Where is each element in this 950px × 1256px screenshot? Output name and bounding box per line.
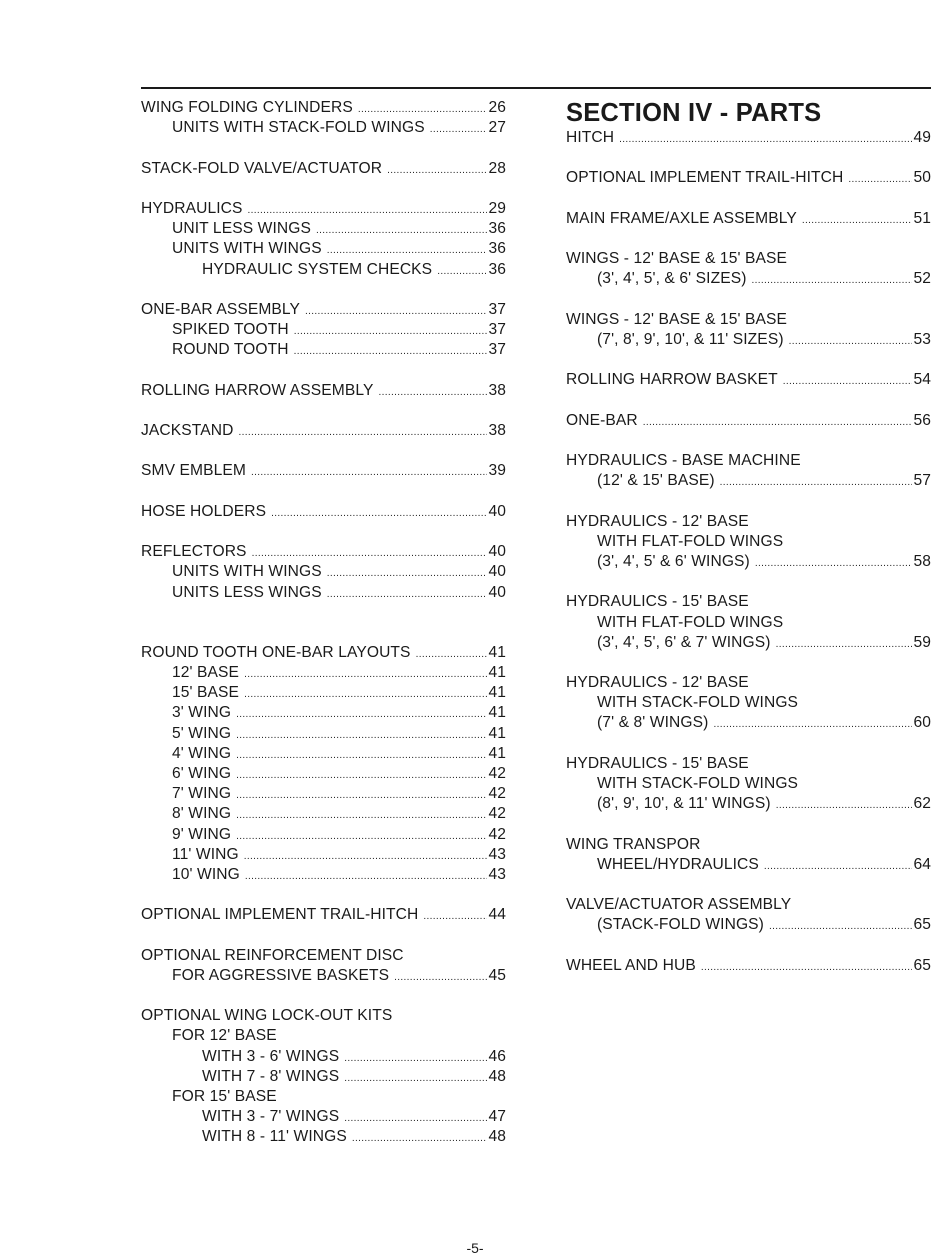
dot-leader <box>236 827 487 847</box>
dot-leader <box>327 585 488 605</box>
page-number: -5- <box>466 1240 484 1256</box>
toc-entry <box>141 502 506 522</box>
toc-entry <box>141 421 506 441</box>
toc-line-for-aggressive-baskets[interactable] <box>141 966 506 986</box>
dot-leader <box>358 100 488 120</box>
toc-title: 15' BASE <box>172 684 240 702</box>
toc-line-with-8-11-wings[interactable] <box>141 1127 506 1147</box>
toc-line-5-wing[interactable] <box>141 724 506 744</box>
dot-leader <box>423 907 487 927</box>
toc-page-number: 27 <box>488 119 506 137</box>
dot-leader <box>244 847 488 867</box>
toc-page-number: 38 <box>488 381 506 399</box>
toc-line-3-4-5-6-7-wings[interactable] <box>566 633 931 653</box>
toc-title: (3', 4', 5' & 6' WINGS) <box>597 552 750 570</box>
toc-page-number: 37 <box>488 321 506 339</box>
dot-leader <box>305 302 487 322</box>
toc-title: HYDRAULICS - 12' BASE <box>566 674 749 692</box>
toc-title: UNITS LESS WINGS <box>172 583 322 601</box>
dot-leader <box>245 867 488 887</box>
toc-line-wheel-hydraulics[interactable] <box>566 855 931 875</box>
toc-title: WITH FLAT-FOLD WINGS <box>597 613 784 631</box>
dot-leader <box>236 786 487 806</box>
dot-leader <box>294 322 488 342</box>
dot-leader <box>776 635 913 655</box>
toc-title: 10' WING <box>172 865 240 883</box>
dot-leader <box>619 130 912 150</box>
toc-line-hydraulics-12-base <box>566 673 931 693</box>
toc-page-number: 44 <box>488 906 506 924</box>
dot-leader <box>783 372 913 392</box>
section-title: SECTION IV - PARTS <box>566 99 822 127</box>
toc-title: OPTIONAL IMPLEMENT TRAIL-HITCH <box>141 906 419 924</box>
toc-page-number: 57 <box>913 472 931 490</box>
toc-title: 11' WING <box>172 845 239 863</box>
toc-title: MAIN FRAME/AXLE ASSEMBLY <box>566 209 797 227</box>
toc-title: 6' WING <box>172 765 232 782</box>
toc-line-one-bar[interactable] <box>566 411 931 431</box>
toc-title: UNIT LESS WINGS <box>172 220 311 238</box>
toc-title: FOR AGGRESSIVE BASKETS <box>172 966 390 984</box>
toc-line-hose-holders[interactable] <box>141 502 506 522</box>
toc-line-units-less-wings[interactable] <box>141 583 506 603</box>
toc-page-number: 42 <box>488 825 506 843</box>
dot-leader <box>236 726 487 746</box>
toc-right-column <box>566 98 931 996</box>
toc-line-with-stack-fold-wings <box>566 693 931 713</box>
dot-leader <box>713 715 912 735</box>
toc-line-6-wing[interactable] <box>141 764 506 784</box>
toc-entry <box>141 199 506 280</box>
toc-page-number: 36 <box>488 260 506 278</box>
toc-line-wings-12-base-15-base <box>566 249 931 269</box>
toc-line-hydraulics-base-machine <box>566 451 931 471</box>
toc-title: HITCH <box>566 129 615 146</box>
toc-page-number: 37 <box>488 300 506 318</box>
toc-page-number: 46 <box>488 1047 506 1065</box>
toc-title: 8' WING <box>172 805 232 823</box>
toc-title: WITH 7 - 8' WINGS <box>202 1067 340 1085</box>
toc-page-number: 41 <box>488 643 506 661</box>
toc-title: WITH 8 - 11' WINGS <box>202 1128 347 1146</box>
toc-title: WING TRANSPOR <box>566 835 701 853</box>
dot-leader <box>764 857 913 877</box>
toc-page-number: 36 <box>488 240 506 258</box>
dot-leader <box>344 1049 487 1069</box>
toc-title: SMV EMBLEM <box>141 462 246 480</box>
toc-line-11-wing[interactable] <box>141 845 506 865</box>
toc-line-optional-reinforcement-disc <box>141 946 506 966</box>
toc-page-number: 41 <box>488 744 506 762</box>
toc-line-rolling-harrow-assembly[interactable] <box>141 381 506 401</box>
dot-leader <box>701 958 913 978</box>
toc-page-number: 40 <box>488 543 506 561</box>
toc-page-number: 26 <box>488 99 506 116</box>
dot-leader <box>430 120 488 140</box>
toc-entry <box>566 209 931 229</box>
toc-title: JACKSTAND <box>141 422 234 439</box>
toc-line-7-8-9-10-11-sizes[interactable] <box>566 330 931 350</box>
toc-entry <box>141 300 506 361</box>
toc-page-number: 56 <box>913 411 931 429</box>
toc-line-smv-emblem[interactable] <box>141 461 506 481</box>
toc-entry <box>141 946 506 986</box>
toc-line-with-7-8-wings[interactable] <box>141 1067 506 1087</box>
toc-line-optional-implement-trail-hitch[interactable] <box>566 168 931 188</box>
toc-page-number: 58 <box>913 552 931 570</box>
toc-line-rolling-harrow-basket[interactable] <box>566 370 931 390</box>
toc-page-number: 42 <box>488 805 506 823</box>
dot-leader <box>344 1109 487 1129</box>
toc-page-number: 51 <box>913 209 931 227</box>
toc-page-number: 42 <box>488 785 506 803</box>
dot-leader <box>294 342 488 362</box>
toc-page-number: 64 <box>913 855 931 873</box>
toc-line-hydraulics-15-base <box>566 592 931 612</box>
dot-leader <box>387 161 487 181</box>
toc-line-hydraulics-15-base <box>566 754 931 774</box>
toc-line-wing-transpor <box>566 835 931 855</box>
toc-title: WITH FLAT-FOLD WINGS <box>597 532 784 550</box>
toc-title: REFLECTORS <box>141 543 247 561</box>
toc-line-7-8-wings[interactable] <box>566 713 931 733</box>
toc-page-number: 43 <box>488 845 506 863</box>
dot-leader <box>394 968 487 988</box>
dot-leader <box>379 383 488 403</box>
toc-page-number: 41 <box>488 704 506 722</box>
toc-entry <box>566 168 931 188</box>
toc-title: 5' WING <box>172 724 232 742</box>
dot-leader <box>244 665 487 685</box>
toc-title: WINGS - 12' BASE & 15' BASE <box>566 310 787 328</box>
toc-page-number: 45 <box>488 966 506 984</box>
toc-title: ROLLING HARROW BASKET <box>566 371 778 389</box>
toc-page-number: 38 <box>488 422 506 439</box>
toc-entry <box>141 461 506 481</box>
toc-page-number: 48 <box>488 1067 506 1085</box>
toc-entry <box>566 835 931 875</box>
toc-title: WITH 3 - 6' WINGS <box>202 1047 340 1065</box>
toc-entry <box>566 895 931 935</box>
toc-entry <box>141 159 506 179</box>
toc-page-number: 62 <box>913 795 931 813</box>
toc-line-hitch[interactable] <box>566 128 931 148</box>
toc-title: ONE-BAR ASSEMBLY <box>141 300 301 318</box>
toc-entry <box>141 905 506 925</box>
toc-line-with-flat-fold-wings <box>566 532 931 552</box>
toc-line-valve-actuator-assembly <box>566 895 931 915</box>
toc-title: OPTIONAL IMPLEMENT TRAIL-HITCH <box>566 169 844 187</box>
toc-line-8-wing[interactable] <box>141 804 506 824</box>
toc-line-hydraulics[interactable] <box>141 199 506 219</box>
toc-line-reflectors[interactable] <box>141 542 506 562</box>
toc-entry <box>566 128 931 148</box>
toc-title: SPIKED TOOTH <box>172 321 289 339</box>
toc-title: FOR 12' BASE <box>172 1027 277 1045</box>
toc-entry <box>141 643 506 885</box>
dot-leader <box>437 262 487 282</box>
toc-title: WITH STACK-FOLD WINGS <box>597 694 799 712</box>
toc-line-units-with-wings[interactable] <box>141 239 506 259</box>
dot-leader <box>789 332 913 352</box>
toc-title: HOSE HOLDERS <box>141 502 267 520</box>
dot-leader <box>352 1129 488 1149</box>
dot-leader <box>769 917 912 937</box>
toc-page-number: 49 <box>913 129 931 146</box>
toc-title: HYDRAULICS <box>141 199 243 217</box>
toc-line-optional-implement-trail-hitch[interactable] <box>141 905 506 925</box>
toc-page-number: 40 <box>488 563 506 581</box>
dot-leader <box>236 705 487 725</box>
toc-line-stack-fold-wings[interactable] <box>566 915 931 935</box>
toc-line-hydraulics-12-base <box>566 512 931 532</box>
toc-title: HYDRAULICS - 12' BASE <box>566 512 749 530</box>
dot-leader <box>316 221 487 241</box>
toc-line-12-15-base[interactable] <box>566 471 931 491</box>
toc-title: 12' BASE <box>172 664 240 682</box>
dot-leader <box>238 423 487 443</box>
toc-page-number: 36 <box>488 220 506 238</box>
toc-entry <box>566 592 931 653</box>
toc-page-number: 42 <box>488 765 506 782</box>
toc-page-number: 28 <box>488 159 506 177</box>
dot-leader <box>802 211 913 231</box>
dot-leader <box>244 685 487 705</box>
dot-leader <box>344 1069 487 1089</box>
toc-title: FOR 15' BASE <box>172 1088 277 1105</box>
toc-title: (7', 8', 9', 10', & 11' SIZES) <box>597 330 784 348</box>
toc-title: WITH 3 - 7' WINGS <box>202 1108 340 1126</box>
toc-title: (STACK-FOLD WINGS) <box>597 916 764 934</box>
toc-title: ONE-BAR <box>566 411 638 429</box>
toc-line-3-4-5-6-wings[interactable] <box>566 552 931 572</box>
toc-title: 4' WING <box>172 744 232 762</box>
toc-title: ROUND TOOTH ONE-BAR LAYOUTS <box>141 643 411 661</box>
toc-line-10-wing[interactable] <box>141 865 506 885</box>
dot-leader <box>752 271 913 291</box>
toc-entry <box>141 98 506 138</box>
toc-line-units-with-stack-fold-wings[interactable] <box>141 118 506 138</box>
toc-title: (3', 4', 5', & 6' SIZES) <box>597 270 747 288</box>
toc-line-wing-folding-cylinders[interactable] <box>141 98 506 118</box>
toc-title: 7' WING <box>172 785 232 803</box>
toc-entry <box>566 956 931 976</box>
toc-line-with-stack-fold-wings <box>566 774 931 794</box>
toc-entry <box>566 754 931 815</box>
toc-title: 9' WING <box>172 825 232 843</box>
toc-page-number: 53 <box>913 330 931 348</box>
toc-page-number: 47 <box>488 1108 506 1126</box>
toc-entry <box>566 451 931 491</box>
toc-page-number: 65 <box>913 916 931 934</box>
dot-leader <box>252 544 488 564</box>
toc-spacer <box>141 623 506 643</box>
toc-title: ROLLING HARROW ASSEMBLY <box>141 381 374 399</box>
toc-title: (7' & 8' WINGS) <box>597 714 709 732</box>
toc-line-wings-12-base-15-base <box>566 310 931 330</box>
toc-entry <box>566 310 931 350</box>
toc-entry <box>566 370 931 390</box>
toc-title: (3', 4', 5', 6' & 7' WINGS) <box>597 633 771 651</box>
toc-line-stack-fold-valve-actuator[interactable] <box>141 159 506 179</box>
toc-line-for-15-base <box>141 1087 506 1107</box>
dot-leader <box>236 746 487 766</box>
toc-title: STACK-FOLD VALVE/ACTUATOR <box>141 159 383 177</box>
toc-title: HYDRAULIC SYSTEM CHECKS <box>202 260 433 278</box>
toc-left-column <box>141 98 506 1168</box>
toc-page-number: 50 <box>913 169 931 187</box>
toc-line-4-wing[interactable] <box>141 744 506 764</box>
toc-line-one-bar-assembly[interactable] <box>141 300 506 320</box>
dot-leader <box>720 473 913 493</box>
toc-line-15-base[interactable] <box>141 683 506 703</box>
dot-leader <box>327 241 488 261</box>
toc-title: (12' & 15' BASE) <box>597 472 715 490</box>
toc-page-number: 54 <box>913 371 931 389</box>
toc-line-8-9-10-11-wings[interactable] <box>566 794 931 814</box>
toc-line-with-flat-fold-wings <box>566 613 931 633</box>
toc-entry <box>566 411 931 431</box>
toc-page-number: 40 <box>488 502 506 520</box>
toc-entry <box>566 673 931 734</box>
toc-line-optional-wing-lock-out-kits <box>141 1006 506 1026</box>
toc-page-number: 37 <box>488 341 506 359</box>
toc-line-with-3-7-wings[interactable] <box>141 1107 506 1127</box>
toc-page-number: 48 <box>488 1128 506 1146</box>
dot-leader <box>248 201 488 221</box>
toc-entry <box>141 542 506 603</box>
toc-line-3-wing[interactable] <box>141 703 506 723</box>
toc-title: HYDRAULICS - BASE MACHINE <box>566 452 801 469</box>
toc-title: 3' WING <box>172 704 232 722</box>
dot-leader <box>251 463 487 483</box>
toc-title: VALVE/ACTUATOR ASSEMBLY <box>566 896 792 914</box>
toc-page-number: 39 <box>488 462 506 480</box>
toc-page-number: 60 <box>913 714 931 732</box>
toc-page-number: 29 <box>488 199 506 217</box>
toc-line-hydraulic-system-checks[interactable] <box>141 260 506 280</box>
toc-page-number: 41 <box>488 684 506 702</box>
toc-title: UNITS WITH WINGS <box>172 240 322 258</box>
toc-title: WITH STACK-FOLD WINGS <box>597 775 799 792</box>
toc-line-9-wing[interactable] <box>141 825 506 845</box>
toc-title: UNITS WITH WINGS <box>172 563 322 581</box>
dot-leader <box>416 645 488 665</box>
dot-leader <box>643 413 913 433</box>
toc-title: OPTIONAL WING LOCK-OUT KITS <box>141 1007 393 1025</box>
toc-line-main-frame-axle-assembly[interactable] <box>566 209 931 229</box>
toc-entry <box>141 381 506 401</box>
toc-title: OPTIONAL REINFORCEMENT DISC <box>141 946 404 964</box>
toc-line-spiked-tooth[interactable] <box>141 320 506 340</box>
toc-page-number: 41 <box>488 724 506 742</box>
dot-leader <box>755 554 913 574</box>
toc-line-12-base[interactable] <box>141 663 506 683</box>
toc-line-3-4-5-6-sizes[interactable] <box>566 269 931 289</box>
toc-line-for-12-base <box>141 1026 506 1046</box>
toc-title: (8', 9', 10', & 11' WINGS) <box>597 795 771 813</box>
toc-line-units-with-wings[interactable] <box>141 562 506 582</box>
toc-line-7-wing[interactable] <box>141 784 506 804</box>
toc-line-round-tooth[interactable] <box>141 340 506 360</box>
toc-entry <box>566 249 931 289</box>
toc-line-jackstand[interactable] <box>141 421 506 441</box>
toc-line-with-3-6-wings[interactable] <box>141 1047 506 1067</box>
toc-page-number: 41 <box>488 664 506 682</box>
toc-line-round-tooth-one-bar-layouts[interactable] <box>141 643 506 663</box>
toc-title: WHEEL/HYDRAULICS <box>597 855 759 873</box>
toc-title: HYDRAULICS - 15' BASE <box>566 593 749 611</box>
dot-leader <box>776 796 913 816</box>
dot-leader <box>848 170 912 190</box>
toc-title: UNITS WITH STACK-FOLD WINGS <box>172 119 425 137</box>
toc-page-number: 40 <box>488 583 506 601</box>
toc-page-number: 52 <box>913 270 931 288</box>
toc-title: WHEEL AND HUB <box>566 956 696 974</box>
toc-page-number: 59 <box>913 633 931 651</box>
toc-entry <box>566 512 931 573</box>
toc-line-wheel-and-hub[interactable] <box>566 956 931 976</box>
toc-line-unit-less-wings[interactable] <box>141 219 506 239</box>
dot-leader <box>236 806 487 826</box>
toc-title: WINGS - 12' BASE & 15' BASE <box>566 250 787 268</box>
dot-leader <box>236 766 487 786</box>
header-rule <box>141 87 931 89</box>
dot-leader <box>327 564 488 584</box>
dot-leader <box>271 504 487 524</box>
toc-entry <box>141 1006 506 1147</box>
toc-page-number: 65 <box>913 956 931 974</box>
toc-title: ROUND TOOTH <box>172 341 289 359</box>
toc-title: WING FOLDING CYLINDERS <box>141 99 353 116</box>
toc-page-number: 43 <box>488 865 506 883</box>
toc-title: HYDRAULICS - 15' BASE <box>566 754 749 772</box>
toc-right-entries <box>566 128 931 976</box>
